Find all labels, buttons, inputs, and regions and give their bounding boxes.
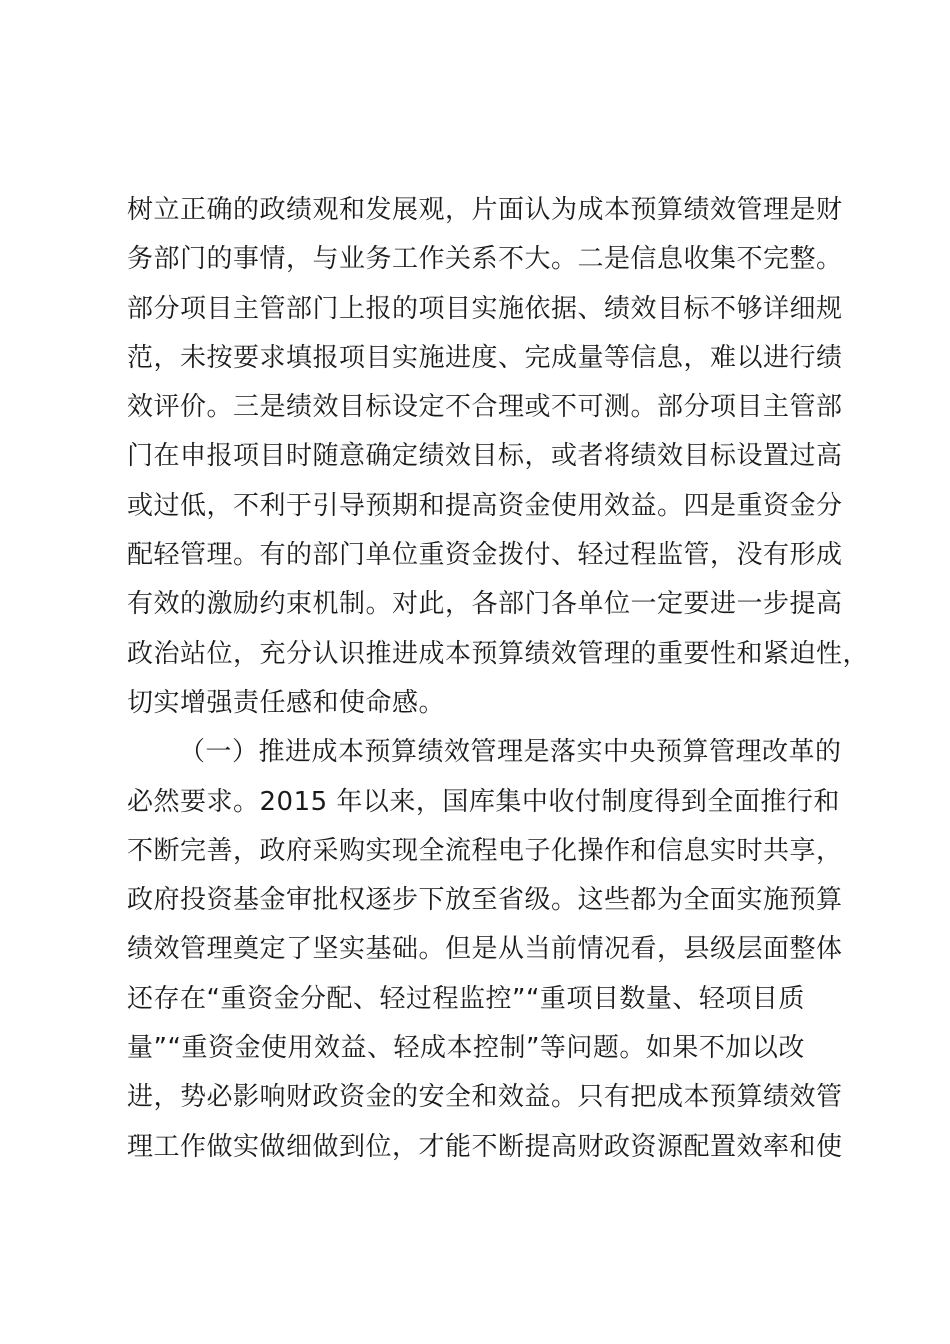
text-line: 配轻管理。有的部门单位重资金拨付、轻过程监管，没有形成 bbox=[127, 540, 843, 571]
text-line: 进，势必影响财政资金的安全和效益。只有把成本预算绩效管 bbox=[127, 1082, 843, 1113]
text-line: 必然要求。2015 年以来，国库集中收付制度得到全面推行和 bbox=[127, 786, 840, 817]
text-line: 政治站位，充分认识推进成本预算绩效管理的重要性和紧迫性， bbox=[127, 638, 870, 669]
text-line: 政府投资基金审批权逐步下放至省级。这些都为全面实施预算 bbox=[127, 885, 843, 916]
text-line: 绩效管理奠定了坚实基础。但是从当前情况看，县级层面整体 bbox=[127, 934, 843, 965]
text-line: 还存在“重资金分配、轻过程监控”“重项目数量、轻项目质 bbox=[127, 983, 805, 1014]
text-line: 树立正确的政绩观和发展观，片面认为成本预算绩效管理是财 bbox=[127, 195, 843, 225]
section-heading-line: （一）推进成本预算绩效管理是落实中央预算管理改革的 bbox=[179, 737, 842, 768]
text-line: 不断完善，政府采购实现全流程电子化操作和信息实时共享， bbox=[127, 835, 843, 866]
text-line: 范，未按要求填报项目实施进度、完成量等信息，难以进行绩 bbox=[127, 342, 843, 373]
text-line: 切实增强责任感和使命感。 bbox=[127, 687, 446, 718]
text-line: 部分项目主管部门上报的项目实施依据、绩效目标不够详细规 bbox=[127, 293, 843, 324]
text-line: 理工作做实做细做到位，才能不断提高财政资源配置效率和使 bbox=[127, 1131, 843, 1162]
text-line: 量”“重资金使用效益、轻成本控制”等问题。如果不加以改 bbox=[127, 1033, 805, 1064]
body-text bbox=[127, 186, 870, 1172]
text-line: 有效的激励约束机制。对此，各部门各单位一定要进一步提高 bbox=[127, 589, 843, 620]
text-line: 务部门的事情，与业务工作关系不大。二是信息收集不完整。 bbox=[127, 244, 843, 275]
text-line: 或过低，不利于引导预期和提高资金使用效益。四是重资金分 bbox=[127, 490, 843, 521]
text-line: 效评价。三是绩效目标设定不合理或不可测。部分项目主管部 bbox=[127, 392, 843, 423]
text-line: 门在申报项目时随意确定绩效目标，或者将绩效目标设置过高 bbox=[127, 441, 843, 472]
